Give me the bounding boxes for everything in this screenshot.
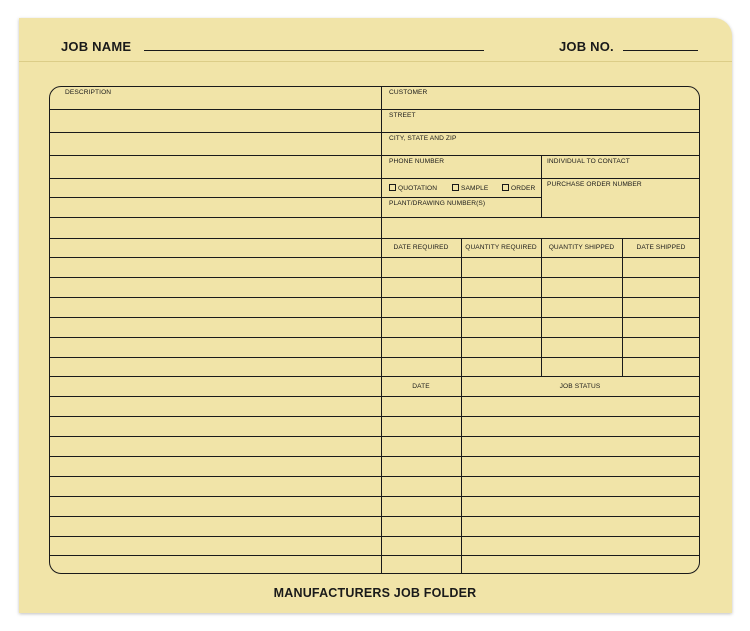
schedule-column-divider — [622, 238, 623, 376]
status-column-divider — [461, 376, 462, 573]
description-rule — [50, 555, 381, 556]
schedule-header-quantity-shipped: QUANTITY SHIPPED — [548, 244, 615, 251]
purchase-order-number-label: PURCHASE ORDER NUMBER — [547, 181, 642, 188]
description-label: DESCRIPTION — [65, 89, 112, 96]
schedule-header-date-required: DATE REQUIRED — [393, 244, 449, 251]
description-rule — [50, 496, 381, 497]
rule — [381, 132, 699, 133]
status-rule — [381, 516, 699, 517]
description-rule — [50, 109, 381, 110]
job-no-line[interactable] — [623, 50, 698, 51]
description-rule — [50, 197, 381, 198]
description-rule — [50, 155, 381, 156]
schedule-rule — [381, 297, 699, 298]
status-rule — [381, 416, 699, 417]
status-rule — [381, 476, 699, 477]
schedule-column-divider — [541, 238, 542, 376]
schedule-rule — [381, 357, 699, 358]
street-label: STREET — [389, 112, 416, 119]
folder-title: MANUFACTURERS JOB FOLDER — [273, 586, 477, 600]
description-rule — [50, 476, 381, 477]
status-rule — [381, 396, 699, 397]
description-rule — [50, 297, 381, 298]
description-rule — [50, 178, 381, 179]
contact-divider — [541, 155, 542, 217]
description-rule — [50, 317, 381, 318]
description-rule — [50, 257, 381, 258]
schedule-header-date-shipped: DATE SHIPPED — [636, 244, 686, 251]
phone-number-label: PHONE NUMBER — [389, 158, 445, 165]
quotation-label: QUOTATION — [398, 185, 438, 192]
customer-label: CUSTOMER — [389, 89, 428, 96]
schedule-bottom-rule — [381, 376, 699, 377]
status-rule — [381, 456, 699, 457]
rule — [381, 109, 699, 110]
sample-checkbox[interactable] — [452, 184, 459, 191]
schedule-rule — [381, 317, 699, 318]
rule — [381, 238, 699, 239]
schedule-rule — [381, 257, 699, 258]
sample-label: SAMPLE — [461, 185, 489, 192]
schedule-rule — [381, 277, 699, 278]
order-checkbox[interactable] — [502, 184, 509, 191]
rule — [381, 217, 699, 218]
status-rule — [381, 536, 699, 537]
description-rule — [50, 436, 381, 437]
plant-drawing-label: PLANT/DRAWING NUMBER(S) — [389, 200, 486, 207]
status-header-date: DATE — [412, 383, 430, 390]
status-rule — [381, 496, 699, 497]
description-rule — [50, 416, 381, 417]
schedule-column-divider — [461, 238, 462, 376]
description-rule — [50, 396, 381, 397]
status-rule — [381, 555, 699, 556]
description-rule — [50, 536, 381, 537]
description-rule — [50, 238, 381, 239]
rule — [381, 155, 699, 156]
job-name-line[interactable] — [144, 50, 484, 51]
quotation-checkbox[interactable] — [389, 184, 396, 191]
status-header-job-status: JOB STATUS — [559, 383, 601, 390]
job-form — [49, 86, 700, 574]
folder-tab-divider — [19, 61, 732, 62]
order-label: ORDER — [511, 185, 536, 192]
individual-to-contact-label: INDIVIDUAL TO CONTACT — [547, 158, 630, 165]
status-rule — [381, 436, 699, 437]
rule — [381, 197, 541, 198]
description-rule — [50, 277, 381, 278]
center-divider — [381, 87, 382, 573]
description-rule — [50, 217, 381, 218]
description-rule — [50, 337, 381, 338]
schedule-rule — [381, 337, 699, 338]
description-rule — [50, 357, 381, 358]
rule — [381, 178, 699, 179]
schedule-header-quantity-required: QUANTITY REQUIRED — [465, 244, 537, 251]
job-no-label: JOB NO. — [559, 39, 614, 54]
city-state-zip-label: CITY, STATE AND ZIP — [389, 135, 457, 142]
job-name-label: JOB NAME — [61, 39, 132, 54]
description-rule — [50, 456, 381, 457]
description-rule — [50, 376, 381, 377]
description-rule — [50, 516, 381, 517]
description-rule — [50, 132, 381, 133]
